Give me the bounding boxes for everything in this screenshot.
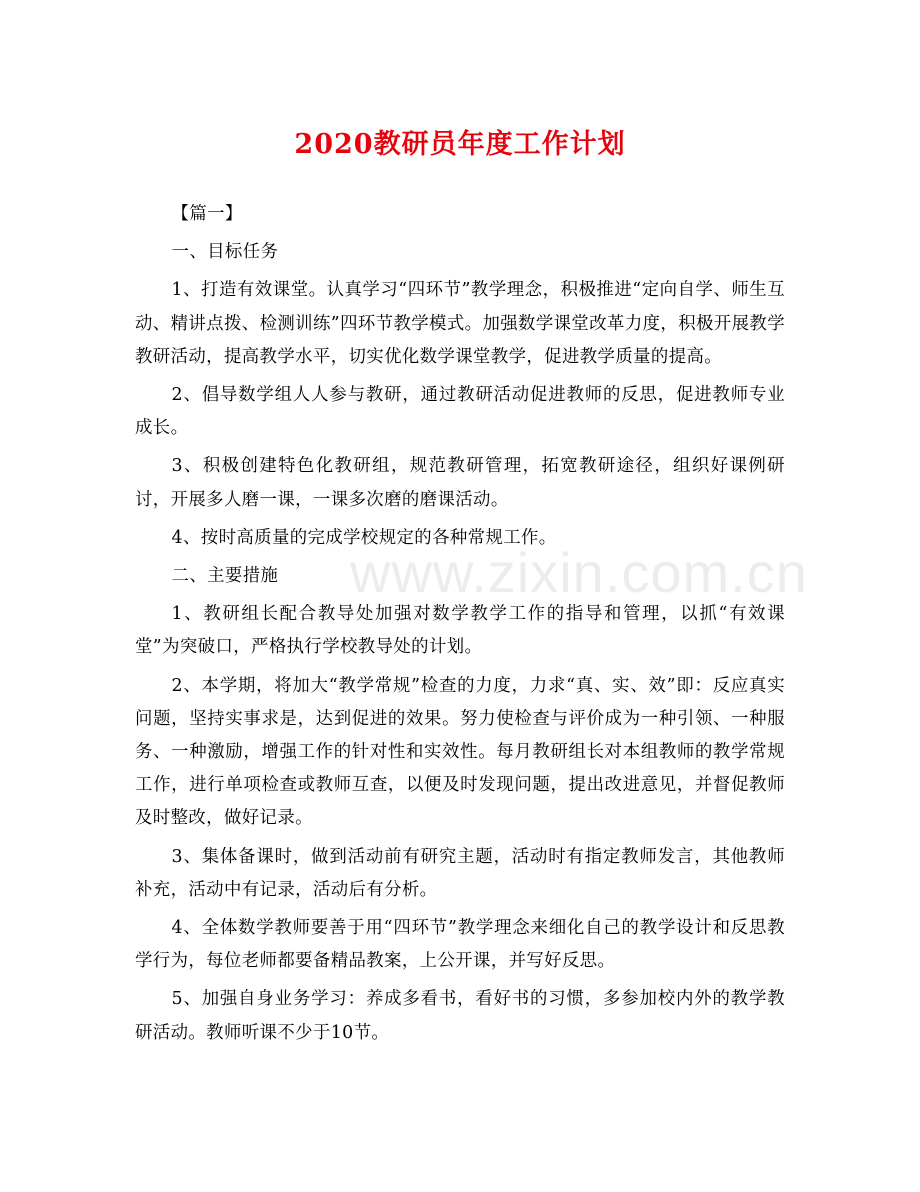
paragraph: 4、按时高质量的完成学校规定的各种常规工作。 xyxy=(171,527,557,548)
paragraph: 3、积极创建特色化教研组，规范教研管理，拓宽教研途径，组织好课例研讨，开展多人磨一课，一课多次磨的磨课活动。 xyxy=(135,456,785,510)
paragraph: 3、集体备课时，做到活动前有研究主题，活动时有指定教师发言，其他教师补充，活动中有记录，活动后有分析。 xyxy=(135,846,785,900)
section-heading: 一、目标任务 xyxy=(171,242,279,263)
paragraph: 5、加强自身业务学习：养成多看书，看好书的习惯，多参加校内外的教学教研活动。教师听课不少于10节。 xyxy=(135,989,785,1043)
document-body xyxy=(135,198,785,1055)
paragraph: 4、全体数学教师要善于用“四环节”教学理念来细化自己的教学设计和反思教学行为，每位老师都要备精品教案，上公开课，并写好反思。 xyxy=(135,918,785,972)
paragraph: 1、教研组长配合教导处加强对数学教学工作的指导和管理，以抓“有效课堂”为突破口，严格执行学校教导处的计划。 xyxy=(135,604,785,658)
paragraph: 1、打造有效课堂。认真学习“四环节”教学理念，积极推进“定向自学、师生互动、精讲点拨、检测训练”四环节教学模式。加强数学课堂改革力度，积极开展教学教研活动，提高教学水平，切实优化数学课堂教学，促进教学质量的提高。 xyxy=(135,280,785,367)
section-heading: 二、主要措施 xyxy=(171,566,279,587)
watermark: www.zixin.com.cn xyxy=(350,541,808,604)
section-marker: 【篇一】 xyxy=(171,204,243,224)
paragraph: 2、本学期，将加大“教学常规”检查的力度，力求“真、实、效”即：反应真实问题，坚持实事求是，达到促进的效果。努力使检查与评价成为一种引领、一种服务、一种激励，增强工作的针对性和实效性。每月教研组长对本组教师的教学常规工作，进行单项检查或教师互查，以便及时发现问题，提出改进意见，并督促教师及时整改，做好记录。 xyxy=(135,675,785,829)
paragraph: 2、倡导数学组人人参与教研，通过教研活动促进教师的反思，促进教师专业成长。 xyxy=(135,385,785,439)
document-title: 2020教研员年度工作计划 xyxy=(294,129,626,160)
